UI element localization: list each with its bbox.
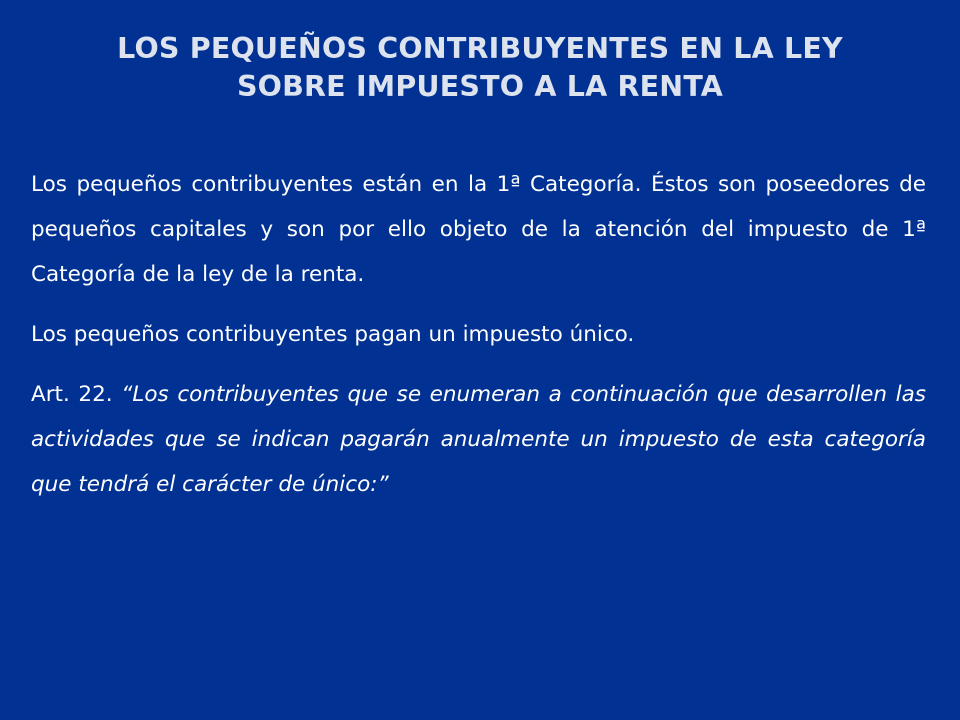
article-prefix: Art. 22. [31, 382, 122, 407]
paragraph-small-taxpayers-category: Los pequeños contribuyentes están en la 1ª Categoría. Éstos son poseedores de pequeños capitales y son por ello objeto de la atención del impuesto de 1ª Categoría de la ley de la renta. [31, 172, 926, 287]
slide-body [31, 162, 926, 507]
title-line-2: SOBRE IMPUESTO A LA RENTA [236, 70, 724, 103]
paragraph-single-tax: Los pequeños contribuyentes pagan un impuesto único. [31, 322, 635, 347]
paragraph-article-22 [31, 372, 926, 507]
article-quote: “Los contribuyentes que se enumeran a continuación que desarrollen las actividades que se indican pagarán anualmente un impuesto de esta categoría que tendrá el carácter de único:” [31, 382, 926, 497]
slide-title [40, 30, 920, 106]
title-line-1: LOS PEQUEÑOS CONTRIBUYENTES EN LA LEY [117, 32, 843, 65]
